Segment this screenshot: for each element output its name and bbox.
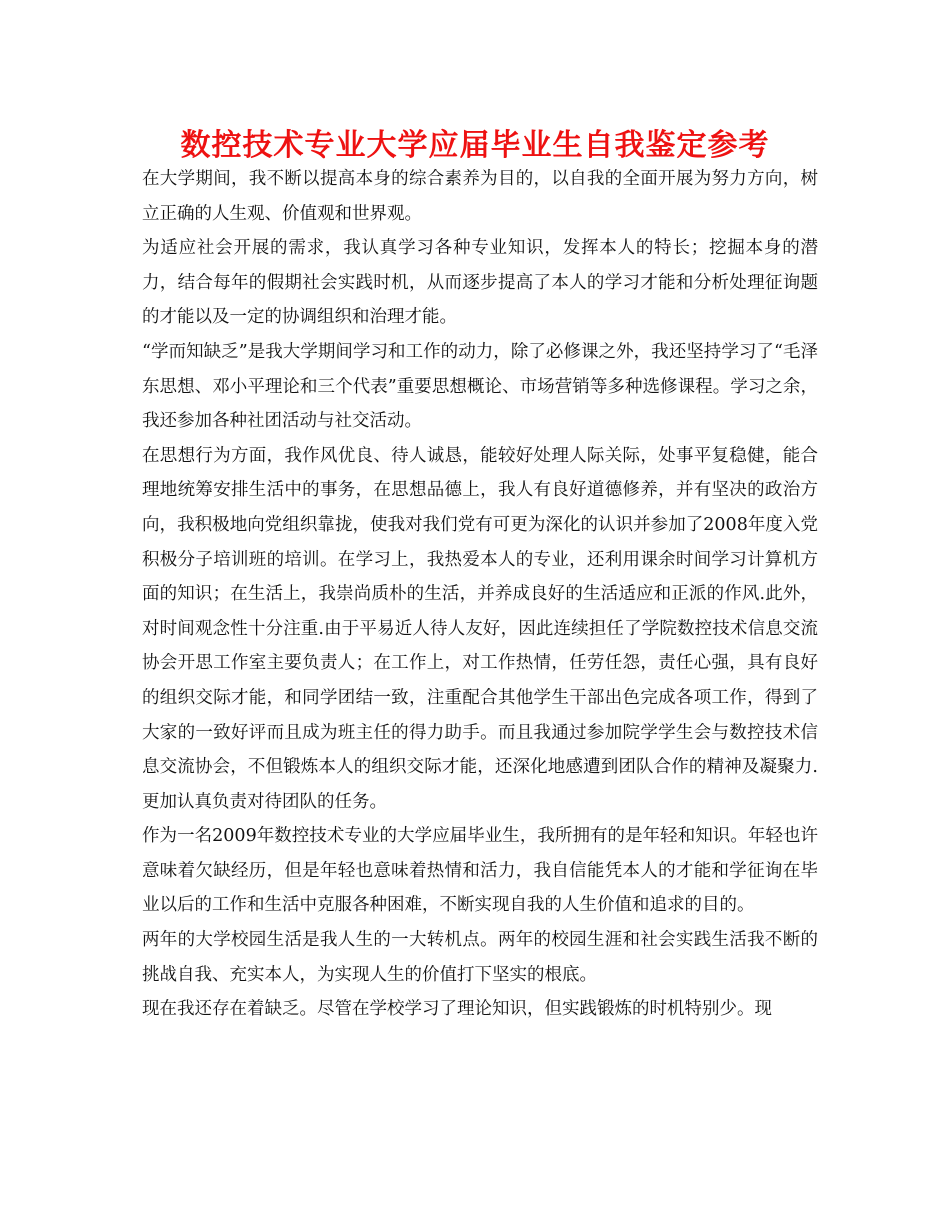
paragraph: 在大学期间，我不断以提高本身的综合素养为目的，以自我的全面开展为努力方向，树立正确的人生观、价值观和世界观。	[142, 169, 818, 224]
document-body	[142, 162, 818, 1027]
paragraph: 两年的大学校园生活是我人生的一大转机点。两年的校园生涯和社会实践生活我不断的挑战自我、充实本人，为实现人生的价值打下坚实的根底。	[142, 930, 818, 985]
document-title: 数控技术专业大学应届毕业生自我鉴定参考	[180, 128, 770, 163]
paragraph: 在思想行为方面，我作风优良、待人诚恳，能较好处理人际关际，处事平复稳健，能合理地统筹安排生活中的事务，在思想品德上，我人有良好道德修养，并有坚决的政治方向，我积极地向党组织靠拢，使我对我们党有可更为深化的认识并参加了2008年度入党积极分子培训班的培训。在学习上，我热爱本人的专业，还利用课余时间学习计算机方面的知识；在生活上，我崇尚质朴的生活，并养成良好的生活适应和正派的作风.此外，对时间观念性十分注重.由于平易近人待人友好，因此连续担任了学院数控技术信息交流协会开思工作室主要负责人；在工作上，对工作热情，任劳任怨，责任心强，具有良好的组织交际才能，和同学团结一致，注重配合其他学生干部出色完成各项工作，得到了大家的一致好评而且成为班主任的得力助手。而且我通过参加院学学生会与数控技术信息交流协会，不但锻炼本人的组织交际才能，还深化地感遭到团队合作的精神及凝聚力.更加认真负责对待团队的任务。	[142, 445, 818, 812]
paragraph: 作为一名2009年数控技术专业的大学应届毕业生，我所拥有的是年轻和知识。年轻也许意味着欠缺经历，但是年轻也意味着热情和活力，我自信能凭本人的才能和学征询在毕业以后的工作和生活中克服各种困难，不断实现自我的人生价值和追求的目的。	[142, 826, 818, 916]
paragraph: 现在我还存在着缺乏。尽管在学校学习了理论知识，但实践锻炼的时机特别少。现	[142, 999, 772, 1020]
paragraph: 为适应社会开展的需求，我认真学习各种专业知识，发挥本人的特长；挖掘本身的潜力，结合每年的假期社会实践时机，从而逐步提高了本人的学习才能和分析处理征询题的才能以及一定的协调组织和治理才能。	[142, 238, 818, 328]
paragraph: “学而知缺乏”是我大学期间学习和工作的动力，除了必修课之外，我还坚持学习了“毛泽东思想、邓小平理论和三个代表”重要思想概论、市场营销等多种选修课程。学习之余，我还参加各种社团活动与社交活动。	[142, 341, 818, 432]
